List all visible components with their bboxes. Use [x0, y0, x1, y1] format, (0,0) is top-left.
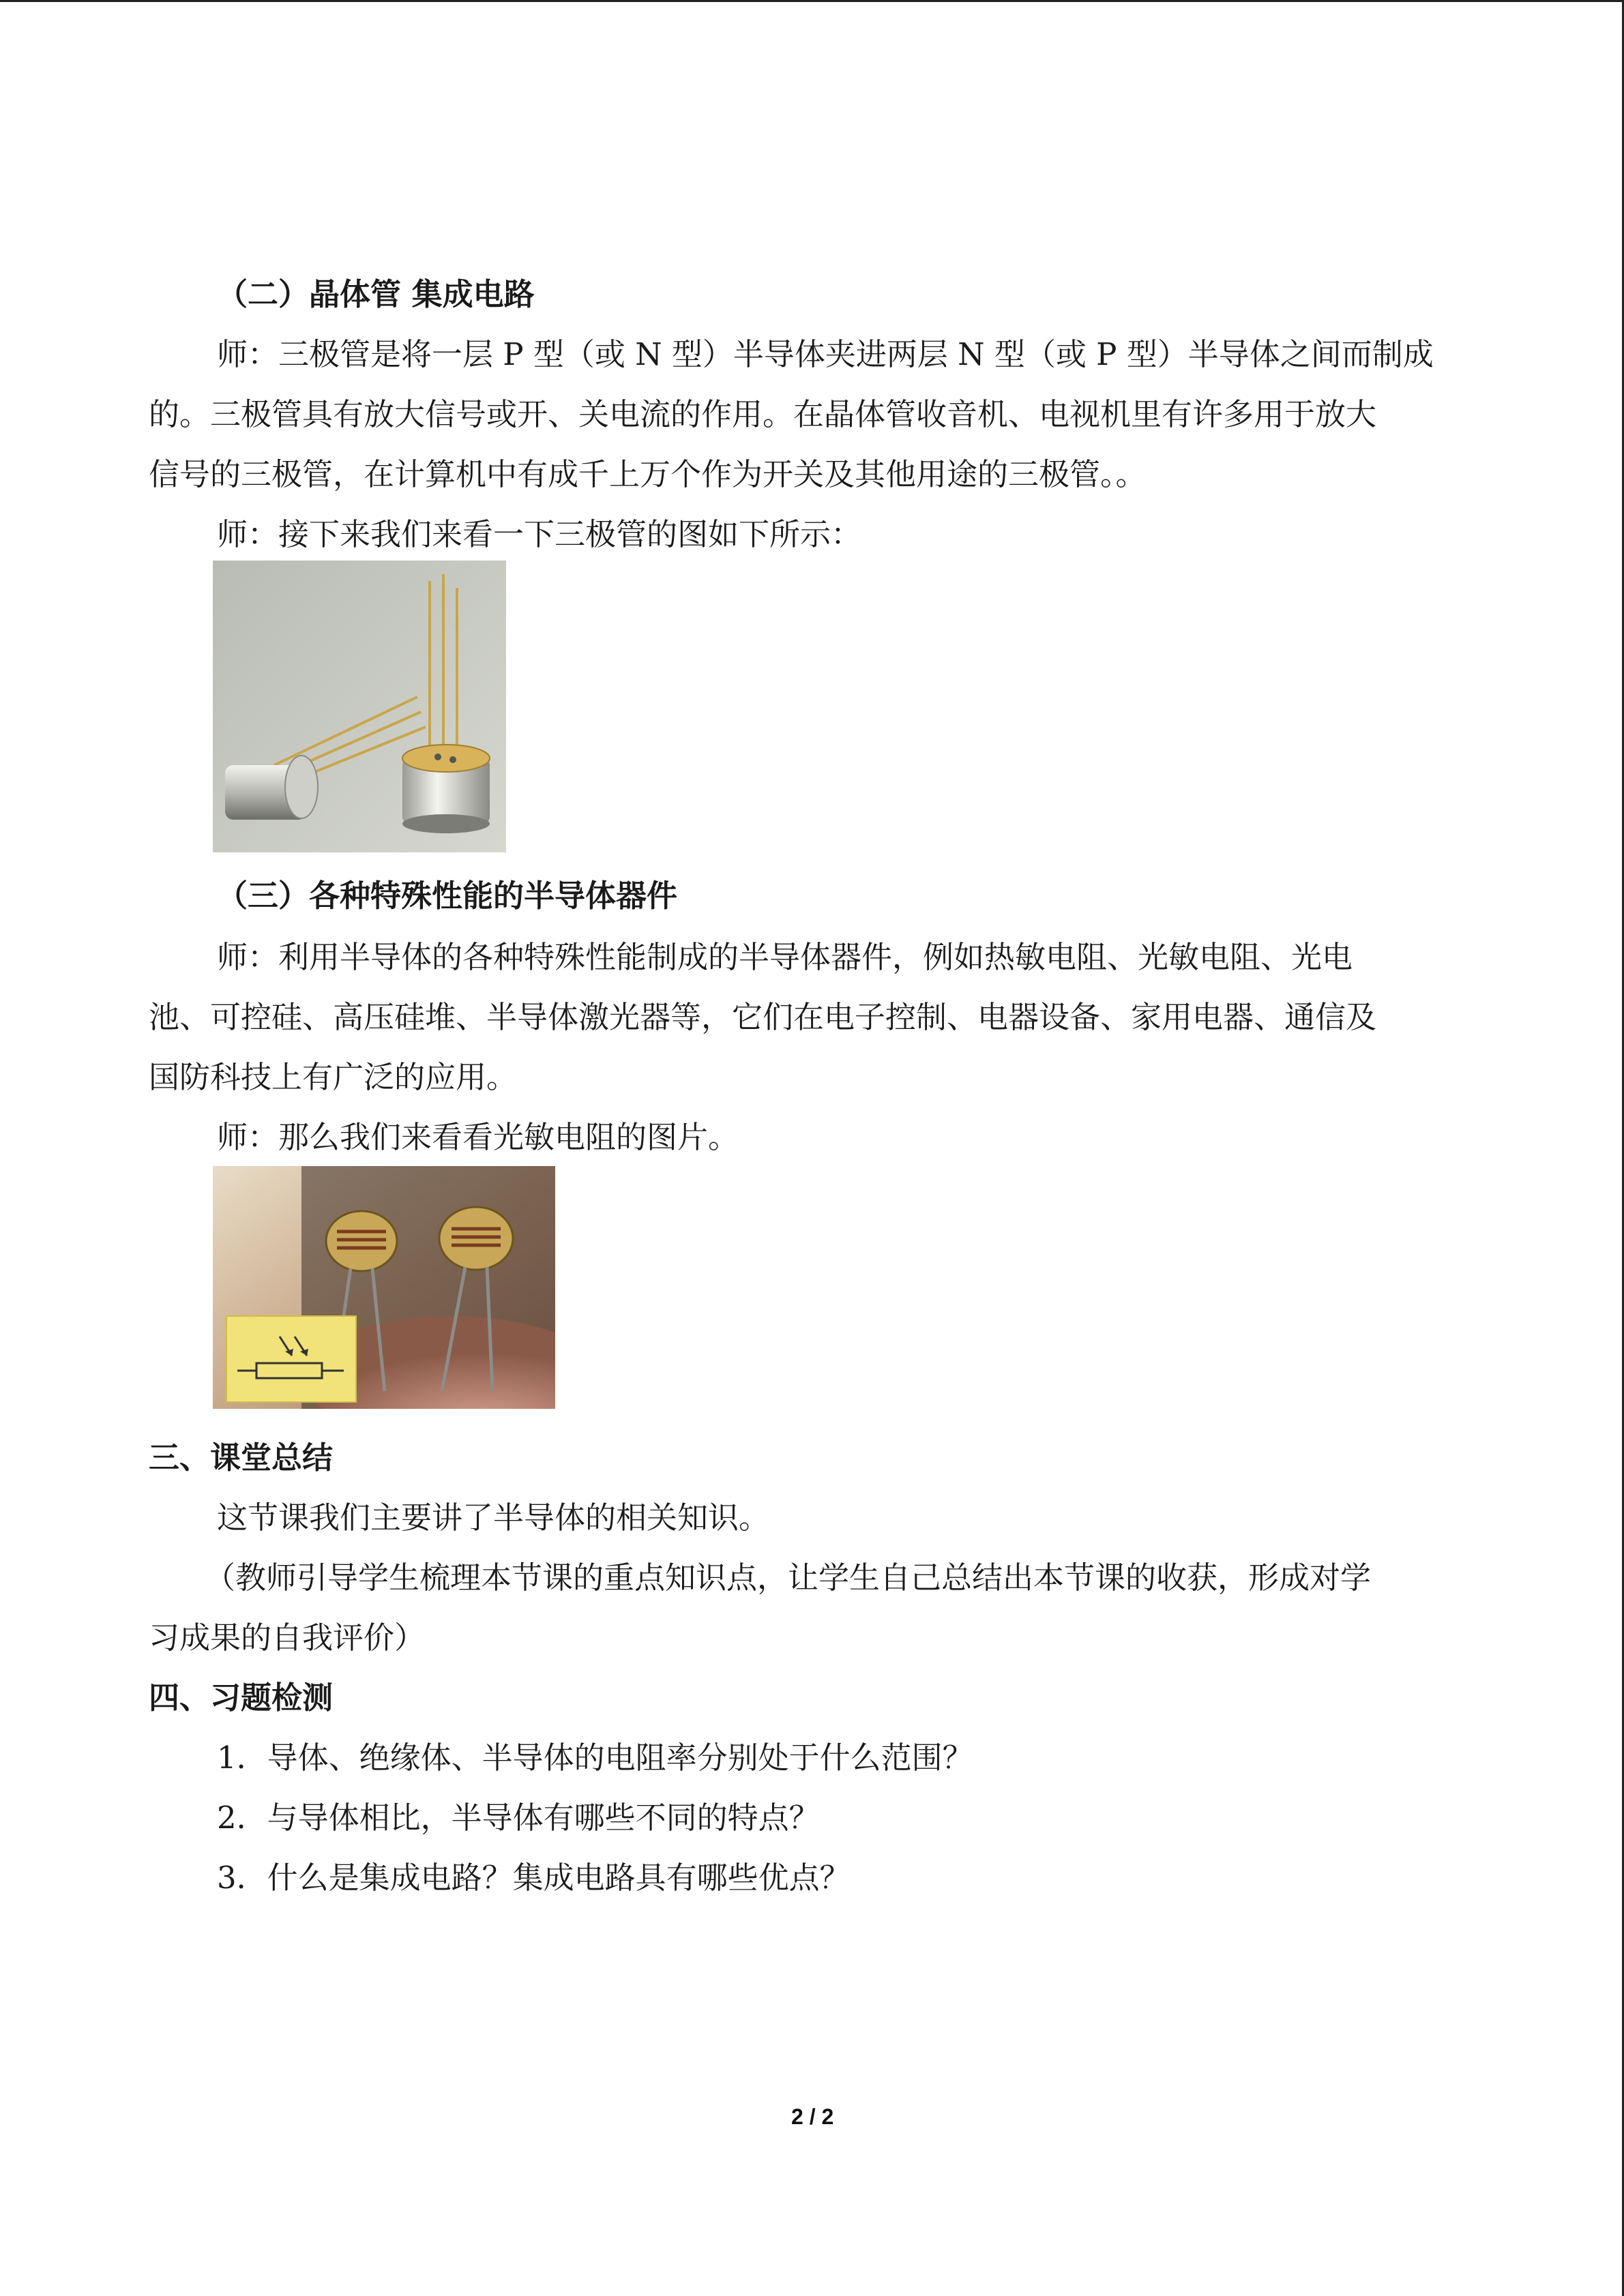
summary-para2-line2: 习成果的自我评价）: [149, 1620, 426, 1656]
transistor-para1-line1: 师：三极管是将一层 P 型（或 N 型）半导体夹进两层 N 型（或 P 型）半导体之间而制成: [217, 336, 1434, 372]
summary-para2-line1: （教师引导学生梳理本节课的重点知识点，让学生自己总结出本节课的收获，形成对学: [205, 1560, 1372, 1596]
exercise-item-3: 3．什么是集成电路？集成电路具有哪些优点？: [217, 1860, 851, 1896]
special-para1-line2: 池、可控硅、高压硅堆、半导体激光器等，它们在电子控制、电器设备、家用电器、通信及: [149, 999, 1377, 1035]
page-number: 2 / 2: [791, 2104, 834, 2129]
transistor-para1-line2: 的。三极管具有放大信号或开、关电流的作用。在晶体管收音机、电视机里有许多用于放大: [149, 396, 1377, 432]
section-heading-summary: 三、课堂总结: [149, 1440, 334, 1476]
exercise-item-1: 1．导体、绝缘体、半导体的电阻率分别处于什么范围？: [217, 1740, 973, 1776]
section-heading-transistor: （二）晶体管 集成电路: [217, 276, 535, 312]
photoresistor-photo: [213, 1166, 555, 1409]
transistor-para2: 师：接下来我们来看一下三极管的图如下所示：: [217, 516, 862, 552]
transistor-para1-line3: 信号的三极管，在计算机中有成千上万个作为开关及其他用途的三极管。。: [149, 456, 1147, 492]
section-heading-special-devices: （三）各种特殊性能的半导体器件: [217, 878, 678, 914]
special-para2: 师：那么我们来看看光敏电阻的图片。: [217, 1119, 739, 1155]
special-para1-line3: 国防科技上有广泛的应用。: [149, 1059, 518, 1095]
exercise-item-2: 2．与导体相比，半导体有哪些不同的特点？: [217, 1800, 820, 1836]
summary-para1: 这节课我们主要讲了半导体的相关知识。: [217, 1500, 770, 1536]
transistor-photo: [213, 561, 506, 852]
special-para1-line1: 师：利用半导体的各种特殊性能制成的半导体器件，例如热敏电阻、光敏电阻、光电: [217, 939, 1353, 975]
section-heading-exercises: 四、习题检测: [149, 1680, 334, 1716]
